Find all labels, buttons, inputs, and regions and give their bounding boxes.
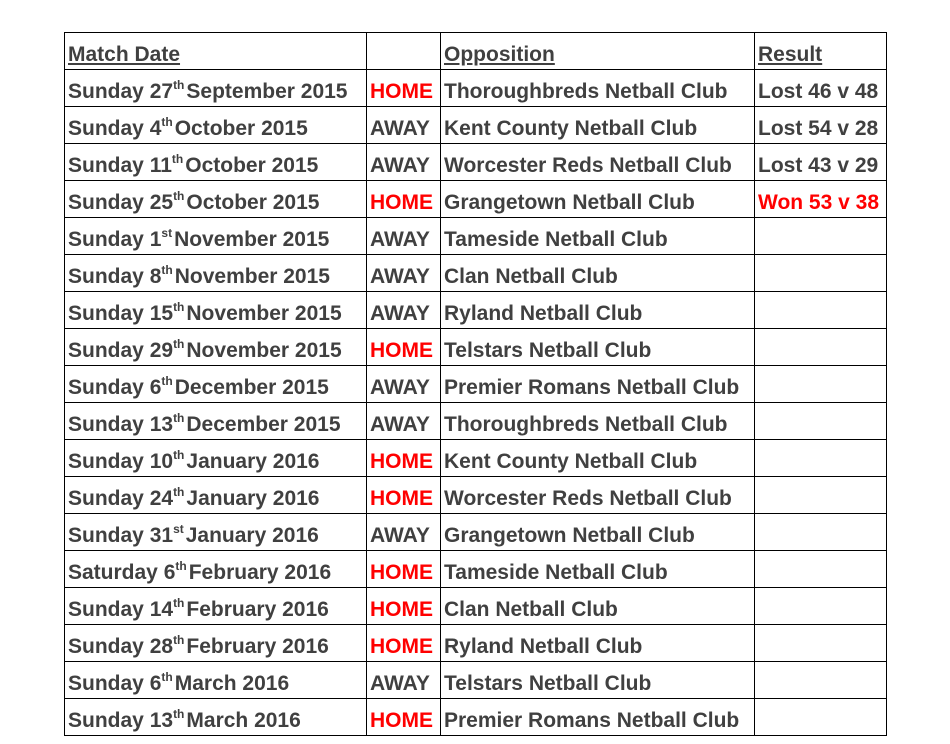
- match-date-cell: [65, 588, 367, 625]
- result-cell: Lost 54 v 28: [755, 107, 887, 144]
- opposition-cell: Premier Romans Netball Club: [441, 366, 755, 403]
- opposition-cell: Worcester Reds Netball Club: [441, 144, 755, 181]
- fixture-row: [65, 477, 887, 514]
- day-of-week: Sunday: [68, 709, 144, 732]
- result-cell: [755, 625, 887, 662]
- day-number: 4: [149, 117, 162, 140]
- opposition-cell: Thoroughbreds Netball Club: [441, 403, 755, 440]
- match-date-cell: [65, 255, 367, 292]
- match-date-cell: [65, 366, 367, 403]
- header-venue: [367, 33, 441, 70]
- day-number: 28: [149, 635, 174, 658]
- venue-cell: AWAY: [367, 107, 441, 144]
- result-cell: Lost 43 v 29: [755, 144, 887, 181]
- day-of-week: Sunday: [68, 117, 144, 140]
- venue-cell: AWAY: [367, 144, 441, 181]
- match-date-cell: [65, 218, 367, 255]
- day-number: 29: [149, 339, 174, 362]
- venue-cell: HOME: [367, 329, 441, 366]
- day-number: 6: [149, 376, 162, 399]
- fixture-row: [65, 440, 887, 477]
- month-year: November 2015: [186, 339, 342, 362]
- venue-cell: HOME: [367, 440, 441, 477]
- day-of-week: Sunday: [68, 228, 144, 251]
- ordinal-suffix: st: [173, 522, 184, 536]
- fixture-row: [65, 551, 887, 588]
- result-cell: [755, 588, 887, 625]
- fixture-row: [65, 699, 887, 736]
- day-number: 6: [149, 672, 162, 695]
- day-of-week: Sunday: [68, 302, 144, 325]
- opposition-cell: Clan Netball Club: [441, 255, 755, 292]
- month-year: December 2015: [186, 413, 341, 436]
- month-year: November 2015: [174, 228, 330, 251]
- ordinal-suffix: th: [173, 78, 185, 92]
- day-number: 6: [163, 561, 176, 584]
- opposition-cell: Worcester Reds Netball Club: [441, 477, 755, 514]
- opposition-cell: Clan Netball Club: [441, 588, 755, 625]
- month-year: March 2016: [186, 709, 301, 732]
- fixtures-table: [64, 32, 887, 736]
- fixture-row: [65, 588, 887, 625]
- day-of-week: Sunday: [68, 80, 144, 103]
- day-of-week: Sunday: [68, 376, 144, 399]
- venue-cell: AWAY: [367, 218, 441, 255]
- opposition-cell: Tameside Netball Club: [441, 551, 755, 588]
- day-number: 11: [149, 154, 172, 177]
- venue-cell: AWAY: [367, 292, 441, 329]
- ordinal-suffix: th: [173, 337, 185, 351]
- ordinal-suffix: th: [173, 596, 185, 610]
- match-date-cell: [65, 514, 367, 551]
- ordinal-suffix: th: [171, 152, 184, 166]
- match-date-cell: [65, 107, 367, 144]
- match-date-cell: [65, 551, 367, 588]
- match-date-cell: [65, 403, 367, 440]
- header-match-date: Match Date: [65, 33, 367, 70]
- match-date-cell: [65, 70, 367, 107]
- day-number: 13: [149, 413, 174, 436]
- fixture-row: [65, 181, 887, 218]
- ordinal-suffix: th: [173, 189, 185, 203]
- ordinal-suffix: th: [173, 300, 185, 314]
- opposition-cell: Thoroughbreds Netball Club: [441, 70, 755, 107]
- month-year: November 2015: [186, 302, 342, 325]
- day-of-week: Sunday: [68, 154, 144, 177]
- venue-cell: HOME: [367, 551, 441, 588]
- opposition-cell: Tameside Netball Club: [441, 218, 755, 255]
- opposition-cell: Grangetown Netball Club: [441, 514, 755, 551]
- day-number: 13: [149, 709, 174, 732]
- ordinal-suffix: th: [173, 633, 185, 647]
- fixture-row: [65, 107, 887, 144]
- match-date-cell: [65, 329, 367, 366]
- ordinal-suffix: th: [173, 707, 185, 721]
- result-cell: [755, 403, 887, 440]
- result-cell: [755, 477, 887, 514]
- day-of-week: Sunday: [68, 524, 144, 547]
- day-of-week: Sunday: [68, 487, 144, 510]
- fixture-row: [65, 514, 887, 551]
- result-cell: Won 53 v 38: [755, 181, 887, 218]
- month-year: February 2016: [188, 561, 332, 584]
- opposition-cell: Grangetown Netball Club: [441, 181, 755, 218]
- venue-cell: AWAY: [367, 662, 441, 699]
- header-row: [65, 33, 887, 70]
- venue-cell: HOME: [367, 625, 441, 662]
- match-date-cell: [65, 144, 367, 181]
- opposition-cell: Telstars Netball Club: [441, 329, 755, 366]
- fixture-row: [65, 218, 887, 255]
- month-year: November 2015: [174, 265, 330, 288]
- fixture-row: [65, 625, 887, 662]
- venue-cell: HOME: [367, 70, 441, 107]
- match-date-cell: [65, 440, 367, 477]
- day-number: 15: [149, 302, 174, 325]
- opposition-cell: Ryland Netball Club: [441, 292, 755, 329]
- month-year: October 2015: [186, 191, 320, 214]
- day-number: 10: [149, 450, 174, 473]
- fixture-list: [65, 70, 887, 736]
- match-date-cell: [65, 625, 367, 662]
- opposition-cell: Kent County Netball Club: [441, 440, 755, 477]
- venue-cell: HOME: [367, 181, 441, 218]
- result-cell: [755, 440, 887, 477]
- month-year: October 2015: [185, 154, 319, 177]
- month-year: September 2015: [186, 80, 348, 103]
- venue-cell: AWAY: [367, 255, 441, 292]
- day-number: 31: [149, 524, 174, 547]
- day-number: 1: [149, 228, 162, 251]
- match-date-cell: [65, 477, 367, 514]
- result-cell: [755, 255, 887, 292]
- result-cell: [755, 699, 887, 736]
- day-of-week: Sunday: [68, 265, 144, 288]
- day-of-week: Sunday: [68, 598, 144, 621]
- ordinal-suffix: st: [161, 226, 173, 240]
- match-date-cell: [65, 699, 367, 736]
- ordinal-suffix: th: [161, 374, 173, 388]
- ordinal-suffix: th: [173, 485, 185, 499]
- fixture-row: [65, 366, 887, 403]
- opposition-cell: Telstars Netball Club: [441, 662, 755, 699]
- day-of-week: Sunday: [68, 413, 144, 436]
- result-cell: [755, 366, 887, 403]
- header-opposition: Opposition: [441, 33, 755, 70]
- result-cell: [755, 218, 887, 255]
- fixture-row: [65, 403, 887, 440]
- day-of-week: Sunday: [68, 339, 144, 362]
- fixture-row: [65, 70, 887, 107]
- header-result: Result: [755, 33, 887, 70]
- day-of-week: Saturday: [68, 561, 158, 584]
- opposition-cell: Ryland Netball Club: [441, 625, 755, 662]
- match-date-cell: [65, 181, 367, 218]
- day-number: 8: [149, 265, 162, 288]
- result-cell: [755, 514, 887, 551]
- day-number: 25: [149, 191, 174, 214]
- result-cell: [755, 292, 887, 329]
- venue-cell: HOME: [367, 588, 441, 625]
- match-date-cell: [65, 662, 367, 699]
- venue-cell: HOME: [367, 699, 441, 736]
- opposition-cell: Kent County Netball Club: [441, 107, 755, 144]
- month-year: February 2016: [186, 598, 329, 621]
- fixture-row: [65, 662, 887, 699]
- ordinal-suffix: th: [161, 263, 173, 277]
- result-cell: [755, 329, 887, 366]
- result-cell: [755, 662, 887, 699]
- ordinal-suffix: th: [161, 670, 173, 684]
- day-of-week: Sunday: [68, 635, 144, 658]
- day-number: 14: [149, 598, 174, 621]
- day-of-week: Sunday: [68, 191, 144, 214]
- result-cell: [755, 551, 887, 588]
- venue-cell: AWAY: [367, 514, 441, 551]
- day-number: 27: [149, 80, 174, 103]
- month-year: October 2015: [174, 117, 308, 140]
- day-number: 24: [149, 487, 174, 510]
- match-date-cell: [65, 292, 367, 329]
- month-year: March 2016: [174, 672, 290, 695]
- venue-cell: AWAY: [367, 366, 441, 403]
- fixture-row: [65, 144, 887, 181]
- day-of-week: Sunday: [68, 672, 144, 695]
- result-cell: Lost 46 v 48: [755, 70, 887, 107]
- fixture-row: [65, 255, 887, 292]
- month-year: January 2016: [186, 487, 320, 510]
- ordinal-suffix: th: [161, 115, 173, 129]
- month-year: December 2015: [174, 376, 329, 399]
- fixture-row: [65, 329, 887, 366]
- day-of-week: Sunday: [68, 450, 144, 473]
- month-year: January 2016: [185, 524, 319, 547]
- venue-cell: HOME: [367, 477, 441, 514]
- month-year: February 2016: [186, 635, 329, 658]
- opposition-cell: Premier Romans Netball Club: [441, 699, 755, 736]
- venue-cell: AWAY: [367, 403, 441, 440]
- month-year: January 2016: [186, 450, 320, 473]
- ordinal-suffix: th: [173, 411, 185, 425]
- ordinal-suffix: th: [173, 448, 185, 462]
- ordinal-suffix: th: [175, 559, 187, 573]
- fixture-row: [65, 292, 887, 329]
